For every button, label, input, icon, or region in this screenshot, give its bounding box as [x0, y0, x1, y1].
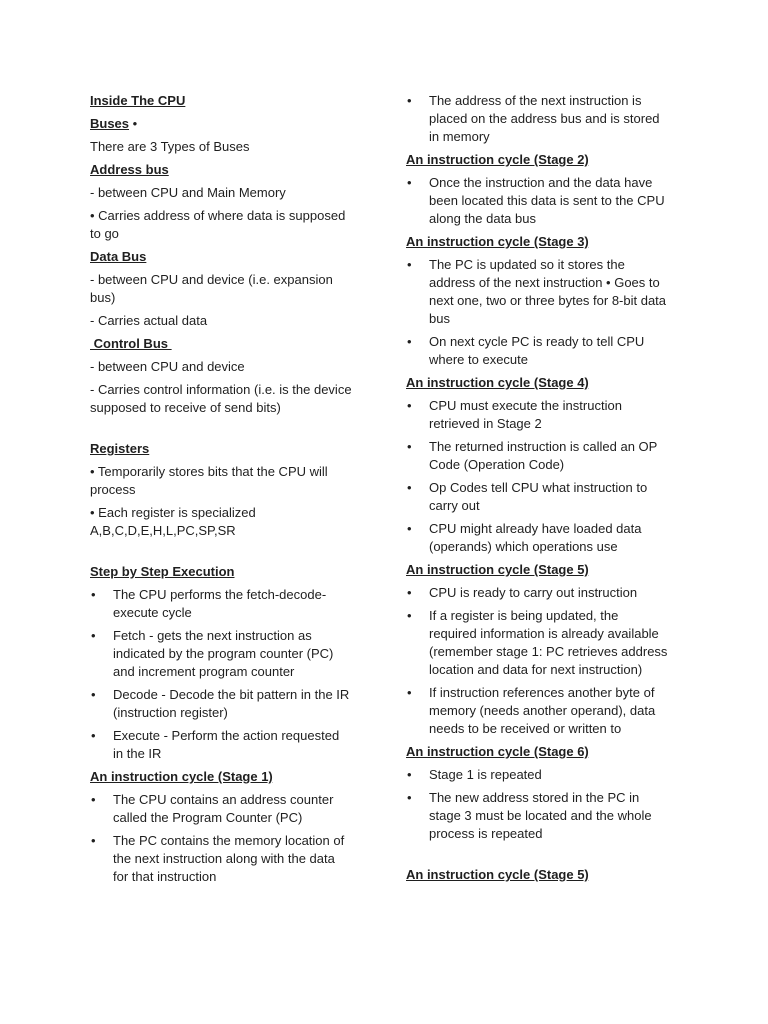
list-item: • Op Codes tell CPU what instruction to carry out [406, 479, 668, 515]
list-item: • On next cycle PC is ready to tell CPU where to execute [406, 333, 668, 369]
list-item: • Execute - Perform the action requested in the IR [90, 727, 352, 763]
registers-line: • Each register is specialized A,B,C,D,E,H,L,PC,SP,SR [90, 505, 256, 538]
control-bus-line: - between CPU and device [90, 359, 245, 374]
registers-line: • Temporarily stores bits that the CPU will process [90, 464, 328, 497]
stage4-list [406, 397, 668, 556]
right-column [406, 92, 668, 889]
list-item: • CPU must execute the instruction retrieved in Stage 2 [406, 397, 668, 433]
list-item: • The PC contains the memory location of the next instruction along with the data for that instruction [90, 832, 352, 886]
stage4-heading: An instruction cycle (Stage 4) [406, 375, 589, 390]
list-item: • If a register is being updated, the required information is already available (remember stage 1: PC retrieves address location and data for next instruction) [406, 607, 668, 679]
list-item: • Decode - Decode the bit pattern in the IR (instruction register) [90, 686, 352, 722]
buses-heading-line [90, 115, 352, 133]
data-bus-heading: Data Bus [90, 249, 147, 264]
spacer [406, 848, 668, 866]
stage3-list [406, 256, 668, 369]
stage6-heading: An instruction cycle (Stage 6) [406, 744, 589, 759]
list-item: • CPU might already have loaded data (operands) which operations use [406, 520, 668, 556]
stage2-heading: An instruction cycle (Stage 2) [406, 152, 589, 167]
list-item: • If instruction references another byte of memory (needs another operand), data needs to be received or written to [406, 684, 668, 738]
stage2-list [406, 174, 668, 228]
address-bus-line: • Carries address of where data is supposed to go [90, 208, 346, 241]
list-item: • The CPU contains an address counter called the Program Counter (PC) [90, 791, 352, 827]
spacer [90, 422, 352, 440]
stage1-heading: An instruction cycle (Stage 1) [90, 769, 273, 784]
list-item: • The address of the next instruction is placed on the address bus and is stored in memory [406, 92, 668, 146]
control-bus-heading: Control Bus [90, 336, 172, 351]
buses-heading: Buses [90, 116, 130, 131]
list-item: • The PC is updated so it stores the address of the next instruction • Goes to next one, two or three bytes for 8-bit data bus [406, 256, 668, 328]
data-bus-line: - between CPU and device (i.e. expansion bus) [90, 272, 333, 305]
list-item: • Stage 1 is repeated [406, 766, 668, 784]
list-item: • Fetch - gets the next instruction as indicated by the program counter (PC) and increment program counter [90, 627, 352, 681]
list-item: • Once the instruction and the data have been located this data is sent to the CPU along the data bus [406, 174, 668, 228]
final-stage-heading: An instruction cycle (Stage 5) [406, 867, 589, 882]
buses-intro: There are 3 Types of Buses [90, 139, 250, 154]
step-execution-heading: Step by Step Execution [90, 564, 235, 579]
list-item: • CPU is ready to carry out instruction [406, 584, 668, 602]
control-bus-line: - Carries control information (i.e. is the device supposed to receive of send bits) [90, 382, 352, 415]
registers-heading: Registers [90, 441, 150, 456]
stage1-list [90, 791, 352, 886]
step-execution-list [90, 586, 352, 763]
page-title: Inside The CPU [90, 93, 186, 108]
stage5-list [406, 584, 668, 738]
data-bus-line: - Carries actual data [90, 313, 208, 328]
stage1-continued-list [406, 92, 668, 146]
address-bus-line: - between CPU and Main Memory [90, 185, 286, 200]
left-column [90, 92, 352, 891]
list-item: • The CPU performs the fetch-decode-execute cycle [90, 586, 352, 622]
spacer [90, 545, 352, 563]
stage6-list [406, 766, 668, 843]
list-item: • The new address stored in the PC in stage 3 must be located and the whole process is repeated [406, 789, 668, 843]
buses-bullet: • [129, 116, 138, 131]
stage3-heading: An instruction cycle (Stage 3) [406, 234, 589, 249]
list-item: • The returned instruction is called an OP Code (Operation Code) [406, 438, 668, 474]
address-bus-heading: Address bus [90, 162, 169, 177]
stage5-heading: An instruction cycle (Stage 5) [406, 562, 589, 577]
